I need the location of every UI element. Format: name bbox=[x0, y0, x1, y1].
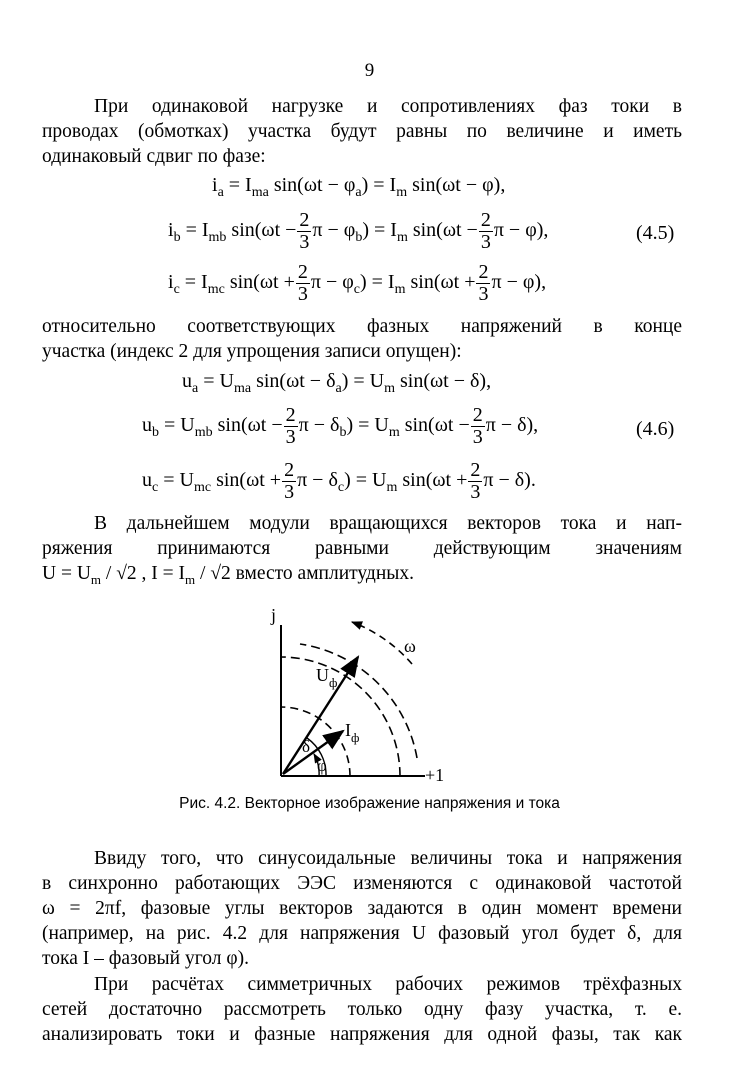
phi-label: φ bbox=[317, 756, 327, 775]
paragraph-3-line-1: В дальнейшем модули вращающихся векторов тока и нап- bbox=[94, 513, 682, 534]
equation-number-4-5: (4.5) bbox=[636, 222, 675, 244]
paragraph-4-line-4: (например, на рис. 4.2 для напряжения U фазовый угол будет δ, для bbox=[42, 923, 682, 944]
paragraph-1-line-3: одинаковый сдвиг по фазе: bbox=[42, 146, 266, 167]
paragraph-5-line-2: сетей достаточно рассмотреть только одну фазу участка, т. е. bbox=[42, 999, 682, 1020]
omega-label: ω bbox=[404, 636, 416, 656]
paragraph-3-line-2: ряжения принимаются равными действующим значениям bbox=[42, 538, 682, 559]
delta-label: δ bbox=[302, 737, 311, 756]
arc-small bbox=[281, 707, 350, 776]
figure-caption: Рис. 4.2. Векторное изображение напряжения и тока bbox=[179, 795, 560, 812]
current-vector bbox=[283, 731, 343, 774]
current-label: $I_ф$ bbox=[345, 720, 360, 745]
equation-voltage-c: $u_c = U_{mc}$ sin(ωt + $\frac{2}{3}$ $\pi - \delta_c) = U_m$ sin(ωt + $\frac{2}{3}$ π − δ). bbox=[142, 459, 536, 503]
paragraph-5-line-3: анализировать токи и фазные напряжения для одной фазы, так как bbox=[42, 1024, 682, 1045]
x-axis-label: +1 bbox=[425, 765, 445, 785]
equation-current-c: $i_c = I_{mc}$ sin(ωt + $\frac{2}{3}$ $\pi - \varphi_c) = I_m$ sin(ωt + $\frac{2}{3}$ π − φ), bbox=[168, 261, 547, 305]
paragraph-4-line-1: Ввиду того, что синусоидальные величины тока и напряжения bbox=[94, 848, 682, 869]
equation-voltage-a: $u_a = U_{ma}$ $\sin(\omega t - \delta_a) = U_m$ sin(ωt − δ), bbox=[182, 370, 492, 396]
y-axis-label: j bbox=[271, 605, 277, 625]
paragraph-4 bbox=[42, 846, 682, 971]
equation-current-a: $i_a = I_{ma}$ $\sin(\omega t - \varphi_a) = I_m$ sin(ωt − φ), bbox=[212, 174, 506, 200]
paragraph-2-line-1: относительно соответствующих фазных напряжений в конце bbox=[42, 316, 682, 337]
equation-current-b: $i_b = I_{mb}$ sin(ωt − $\frac{2}{3}$ $\pi - \varphi_b) = I_m$ sin(ωt − $\frac{2}{3}$ π − φ), bbox=[168, 209, 549, 253]
paragraph-4-line-3: ω = 2πf, фазовые углы векторов задаются в один момент времени bbox=[42, 898, 682, 919]
equation-voltage-b: $u_b = U_{mb}$ sin(ωt − $\frac{2}{3}$ $\pi - \delta_b) = U_m$ sin(ωt − $\frac{2}{3}$ π − δ), bbox=[142, 404, 539, 448]
paragraph-5 bbox=[42, 972, 682, 1047]
paragraph-1-line-2: проводах (обмотках) участка будут равны по величине и иметь bbox=[42, 121, 682, 142]
paragraph-1-line-1: При одинаковой нагрузке и сопротивлениях фаз токи в bbox=[94, 96, 682, 117]
paragraph-5-line-1: При расчётах симметричных рабочих режимов трёхфазных bbox=[94, 974, 682, 995]
paragraph-4-line-5: тока I – фазовый угол φ). bbox=[42, 948, 249, 969]
paragraph-3-line-3: $U = U_m / √2$ , $I = I_m / √2$ вместо амплитудных. bbox=[42, 563, 415, 587]
paragraph-4-line-2: в синхронно работающих ЭЭС изменяются с одинаковой частотой bbox=[42, 873, 682, 894]
voltage-label: $U_ф$ bbox=[316, 665, 338, 690]
paragraph-2-line-2: участка (индекс 2 для упрощения записи опущен): bbox=[42, 341, 462, 362]
page-number: 9 bbox=[364, 60, 375, 81]
omega-arrow bbox=[352, 622, 412, 664]
arc-middle bbox=[281, 657, 400, 776]
equation-number-4-6: (4.6) bbox=[636, 418, 675, 440]
